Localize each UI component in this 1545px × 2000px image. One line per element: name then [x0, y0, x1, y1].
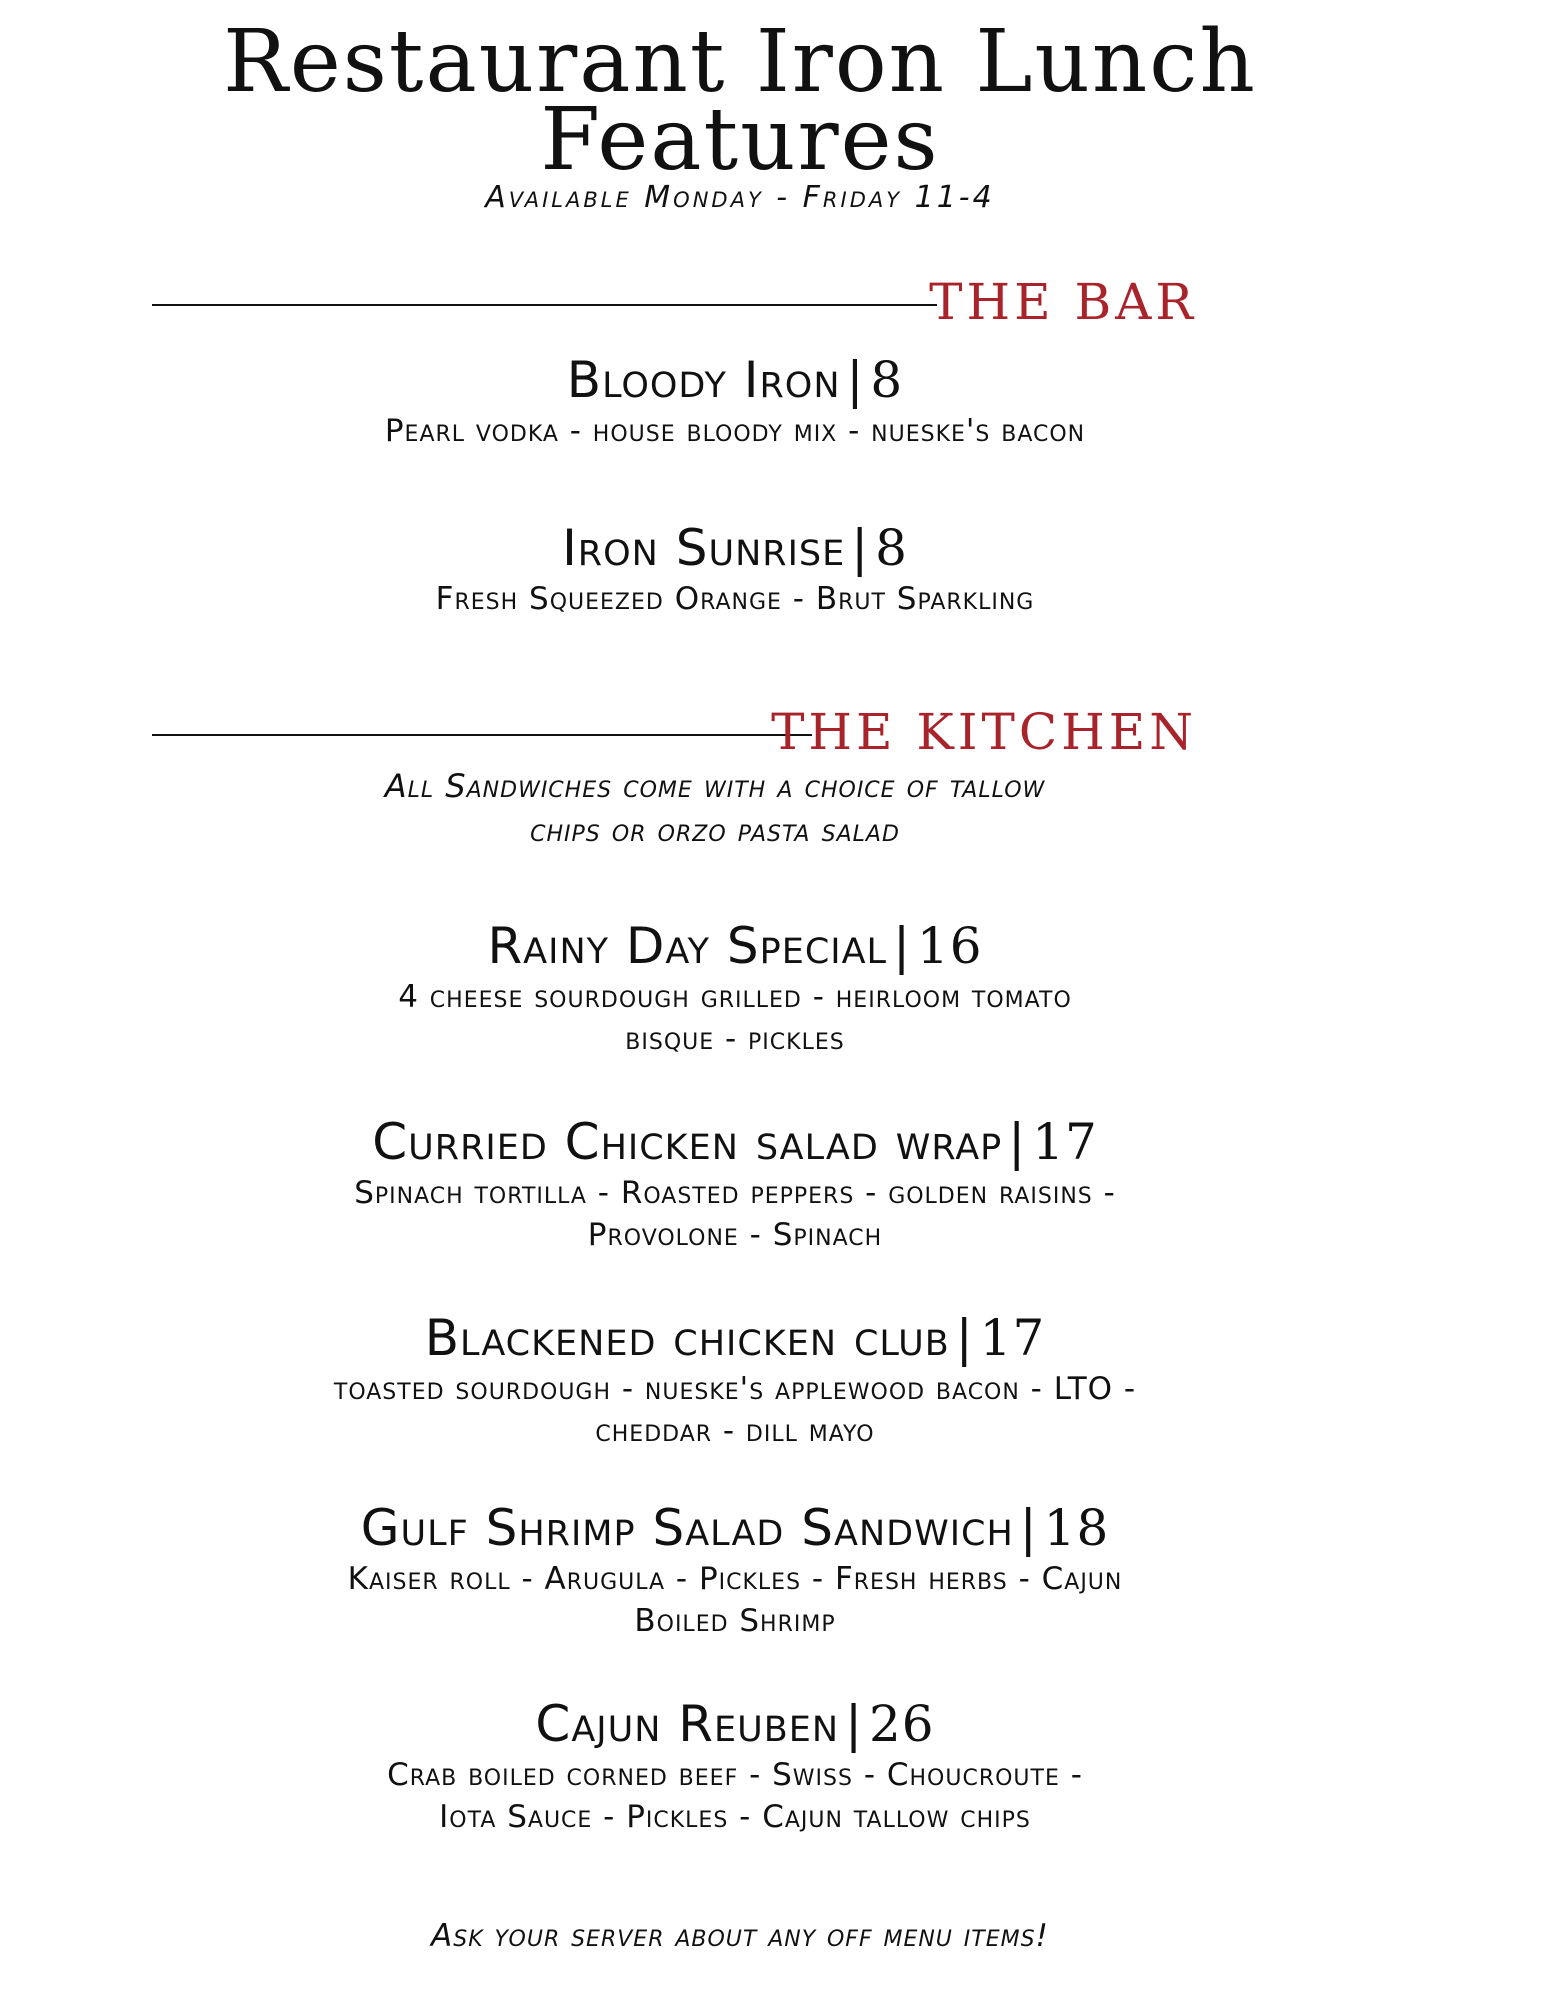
menu-item-description: Kaiser roll - Arugula - Pickles - Fresh herbs - Cajun	[347, 1561, 1123, 1597]
menu-item-description: cheddar - dill mayo	[595, 1413, 875, 1449]
menu-item-name: Iron Sunrise	[562, 519, 846, 577]
price-separator: |	[955, 1309, 974, 1367]
menu-item-name: Bloody Iron	[566, 351, 841, 409]
menu-item-heading	[180, 350, 1290, 410]
menu-item-gulf-shrimp-sandwich	[180, 1498, 1290, 1642]
menu-item-bloody-iron	[180, 350, 1290, 452]
menu-item-name: Curried Chicken salad wrap	[372, 1113, 1003, 1171]
menu-item-price: 16	[916, 917, 983, 975]
menu-item-price: 17	[979, 1309, 1046, 1367]
menu-item-curried-chicken-wrap	[180, 1112, 1290, 1256]
bar-section-title: THE BAR	[929, 273, 1197, 331]
menu-item-name: Rainy Day Special	[487, 917, 888, 975]
price-separator: |	[1008, 1113, 1027, 1171]
bar-section-divider	[152, 304, 937, 306]
kitchen-note	[240, 764, 1190, 852]
menu-title-line2: Features	[540, 90, 940, 190]
menu-item-price: 8	[875, 519, 908, 577]
menu-item-iron-sunrise	[180, 518, 1290, 620]
kitchen-note-line: chips or orzo pasta salad	[530, 811, 900, 849]
menu-item-name: Blackened chicken club	[424, 1309, 950, 1367]
menu-item-description: 4 cheese sourdough grilled - heirloom tomato	[398, 979, 1072, 1015]
menu-item-price: 8	[870, 351, 904, 409]
kitchen-section-title: THE KITCHEN	[771, 703, 1197, 761]
price-separator: |	[893, 917, 911, 975]
menu-item-heading	[180, 1498, 1290, 1558]
availability-subtitle: Available Monday - Friday 11-4	[485, 180, 995, 215]
bar-section-header	[152, 272, 1197, 332]
menu-item-cajun-reuben	[180, 1694, 1290, 1838]
menu-item-heading	[180, 1308, 1290, 1368]
menu-item-description: toasted sourdough - nueske's applewood bacon - LTO -	[333, 1371, 1137, 1407]
menu-item-description: Iota Sauce - Pickles - Cajun tallow chips	[439, 1799, 1031, 1835]
menu-item-price: 18	[1043, 1499, 1110, 1557]
menu-item-description: Pearl vodka - house bloody mix - nueske's bacon	[384, 413, 1086, 449]
menu-item-heading	[180, 1112, 1290, 1172]
menu-item-description: Provolone - Spinach	[587, 1217, 883, 1253]
menu-item-heading	[180, 518, 1290, 578]
kitchen-section-divider	[152, 734, 812, 736]
price-separator: |	[1019, 1499, 1038, 1557]
menu-item-name: Gulf Shrimp Salad Sandwich	[360, 1499, 1014, 1557]
menu-item-description: Boiled Shrimp	[634, 1603, 836, 1639]
menu-item-heading	[180, 916, 1290, 976]
price-separator: |	[851, 519, 870, 577]
kitchen-note-line: All Sandwiches come with a choice of tallow	[384, 767, 1046, 805]
price-separator: |	[845, 1695, 863, 1753]
kitchen-section-header	[152, 702, 1197, 762]
menu-item-rainy-day-special	[180, 916, 1290, 1060]
menu-item-heading	[180, 1694, 1290, 1754]
menu-item-price: 26	[868, 1695, 935, 1753]
menu-item-description: Fresh Squeezed Orange - Brut Sparkling	[435, 581, 1035, 617]
menu-item-description: bisque - pickles	[625, 1021, 845, 1057]
menu-item-description: Spinach tortilla - Roasted peppers - golden raisins -	[354, 1175, 1116, 1211]
footer-note: Ask your server about any off menu items!	[431, 1918, 1049, 1954]
price-separator: |	[846, 351, 865, 409]
menu-item-price: 17	[1032, 1113, 1098, 1171]
menu-item-blackened-chicken-club	[180, 1308, 1290, 1452]
menu-item-description: Crab boiled corned beef - Swiss - Choucroute -	[387, 1757, 1083, 1793]
menu-item-name: Cajun Reuben	[535, 1695, 840, 1753]
menu-title-line1: Restaurant Iron Lunch	[223, 12, 1257, 112]
